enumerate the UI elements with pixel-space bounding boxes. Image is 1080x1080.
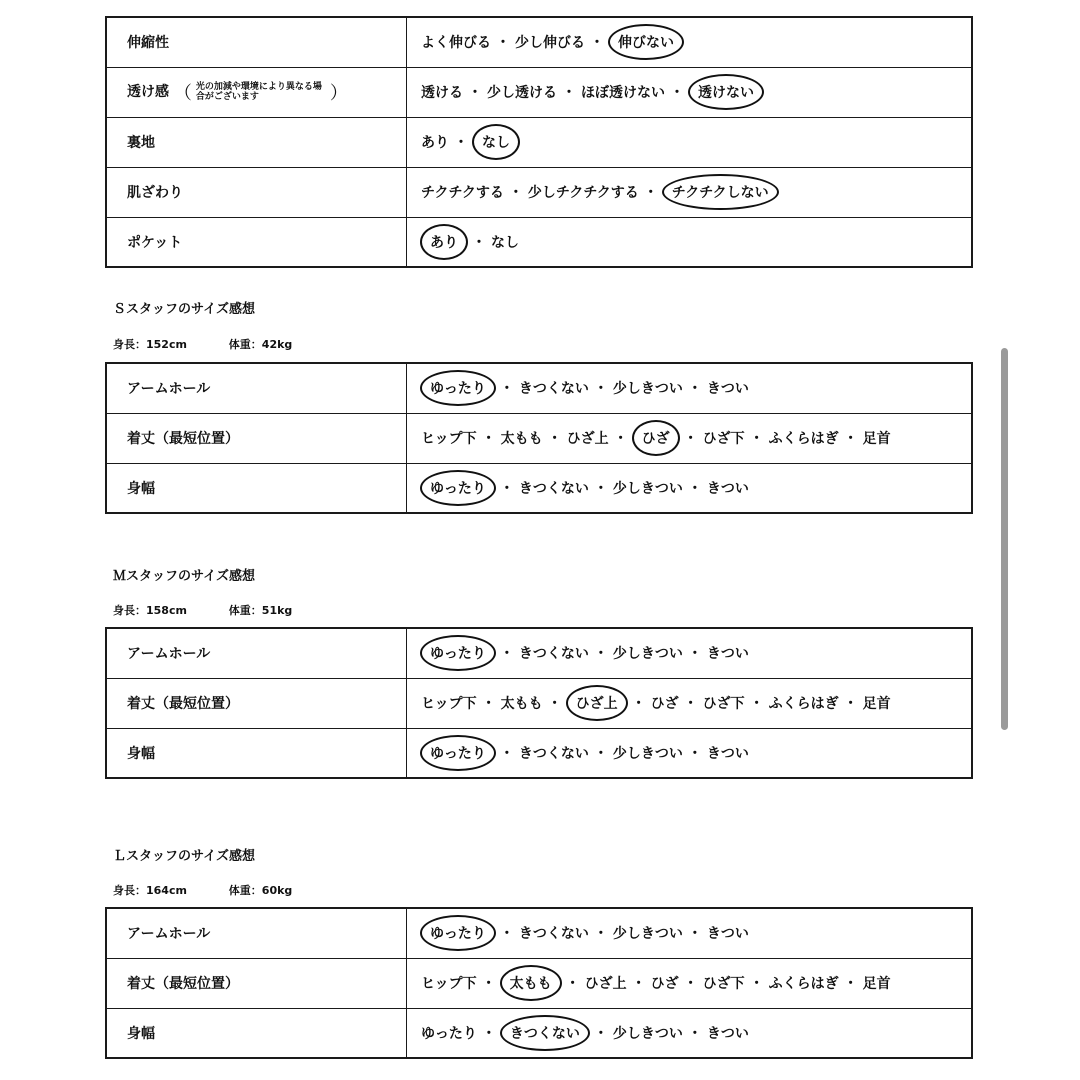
separator: ・	[547, 431, 562, 447]
row-options-cell	[407, 1008, 973, 1058]
row-label-cell	[106, 678, 407, 728]
option-selected: 太もも	[500, 965, 562, 1001]
row-label-cell	[106, 363, 407, 413]
option-selected: なし	[472, 124, 520, 160]
l-staff-heading: Ｌスタッフのサイズ感想	[113, 849, 255, 864]
option: 足首	[862, 431, 891, 447]
table-row	[106, 167, 972, 217]
separator: ・	[593, 745, 608, 762]
row-options-cell	[407, 678, 973, 728]
option-selected: ひざ	[632, 420, 680, 456]
option-selected: きつくない	[500, 1015, 590, 1051]
s-staff-table	[105, 362, 973, 514]
option: きつい	[706, 646, 749, 663]
option: 少しきつい	[612, 646, 683, 663]
m-staff-heading: Ｍスタッフのサイズ感想	[113, 569, 255, 584]
l-staff-table	[105, 907, 973, 1059]
separator: ・	[593, 480, 608, 497]
option: きつい	[706, 480, 749, 497]
option-selected: あり	[420, 224, 468, 260]
table-row	[106, 908, 972, 958]
separator: ・	[468, 85, 482, 101]
separator: ・	[670, 85, 684, 101]
separator: ・	[565, 976, 580, 992]
separator: ・	[613, 431, 628, 447]
option-selected: 伸びない	[608, 24, 684, 60]
separator: ・	[593, 926, 608, 943]
table-row	[106, 413, 972, 463]
option: ふくらはぎ	[768, 431, 839, 447]
row-label: 肌ざわり	[127, 185, 183, 201]
option: ひざ	[650, 976, 679, 992]
separator: ・	[590, 35, 604, 52]
option: 少しきつい	[612, 926, 683, 943]
table-row	[106, 363, 972, 413]
m-staff-stats	[113, 602, 330, 618]
s-staff-weight: 体重：42kg	[228, 338, 293, 351]
option: ひざ上	[566, 431, 609, 447]
separator: ・	[687, 381, 702, 398]
row-label-cell	[106, 167, 407, 217]
row-options-cell	[407, 628, 973, 678]
separator: ・	[631, 976, 646, 992]
separator: ・	[499, 381, 514, 398]
row-label-cell	[106, 413, 407, 463]
row-label: 身幅	[127, 745, 155, 762]
separator: ・	[499, 745, 514, 762]
separator: ・	[683, 976, 698, 992]
row-note: 光の加減や環境により異なる場合がございます	[195, 82, 322, 102]
separator: ・	[454, 135, 468, 151]
separator: ・	[472, 234, 486, 251]
row-options-cell	[407, 728, 973, 778]
m-staff-height: 身長：158cm	[113, 604, 187, 617]
row-options-cell	[407, 363, 973, 413]
row-label-cell	[106, 117, 407, 167]
option: チクチクする	[421, 185, 504, 201]
row-label: ポケット	[127, 234, 183, 251]
option: ヒップ下	[421, 696, 477, 712]
option: ゆったり	[421, 1025, 477, 1042]
option: 太もも	[500, 431, 543, 447]
row-options-cell	[407, 958, 973, 1008]
option-selected: ひざ上	[566, 685, 628, 721]
option: きつい	[706, 1025, 749, 1042]
row-label-cell	[106, 463, 407, 513]
separator: ・	[643, 185, 658, 201]
separator: ・	[481, 696, 496, 712]
separator: ・	[508, 185, 523, 201]
separator: ・	[481, 976, 496, 992]
row-label-cell	[106, 628, 407, 678]
s-staff-table-block	[105, 362, 973, 514]
option: 少しきつい	[612, 480, 683, 497]
separator: ・	[481, 1025, 496, 1042]
separator: ・	[593, 381, 608, 398]
table-row	[106, 17, 972, 67]
l-staff-stats	[113, 882, 330, 898]
option: 少し透ける	[487, 85, 557, 101]
l-staff-table-block	[105, 907, 973, 1059]
l-staff-height: 身長：164cm	[113, 884, 187, 897]
option: きつい	[706, 745, 749, 762]
table-row	[106, 728, 972, 778]
row-options-cell	[407, 463, 973, 513]
row-label: 伸縮性	[127, 35, 169, 52]
row-options-cell	[407, 413, 973, 463]
option: ヒップ下	[421, 976, 477, 992]
option: 少し伸びる	[515, 35, 585, 52]
separator: ・	[499, 926, 514, 943]
separator: ・	[749, 696, 764, 712]
m-staff-table	[105, 627, 973, 779]
row-options-cell	[407, 117, 973, 167]
vertical-scrollbar[interactable]	[1001, 348, 1008, 730]
s-staff-heading: Ｓスタッフのサイズ感想	[113, 302, 255, 317]
m-staff-table-block	[105, 627, 973, 779]
row-label: 着丈（最短位置）	[127, 431, 239, 447]
option: 太もも	[500, 696, 543, 712]
row-label: アームホール	[127, 381, 211, 398]
table-row	[106, 67, 972, 117]
l-staff-weight: 体重：60kg	[228, 884, 293, 897]
option: 少しチクチクする	[527, 185, 639, 201]
option: ひざ下	[702, 976, 745, 992]
separator: ・	[687, 480, 702, 497]
separator: ・	[499, 480, 514, 497]
option: 透ける	[421, 85, 463, 101]
option: きつくない	[518, 646, 589, 663]
option: よく伸びる	[421, 35, 491, 52]
row-label: 透け感	[127, 84, 169, 100]
row-label: 身幅	[127, 1025, 155, 1042]
option: 少しきつい	[612, 381, 683, 398]
table-row	[106, 217, 972, 267]
material-table	[105, 16, 973, 268]
separator: ・	[562, 85, 576, 101]
row-label-cell	[106, 908, 407, 958]
row-options-cell	[407, 167, 973, 217]
row-label: 着丈（最短位置）	[127, 976, 239, 992]
table-row	[106, 117, 972, 167]
row-options-cell	[407, 217, 973, 267]
option-selected: チクチクしない	[662, 174, 779, 210]
separator: ・	[749, 431, 764, 447]
option: ヒップ下	[421, 431, 477, 447]
option-selected: ゆったり	[420, 915, 496, 951]
paren-open: （	[173, 83, 192, 104]
option: ほぼ透けない	[581, 85, 665, 101]
option: ふくらはぎ	[768, 696, 839, 712]
row-label: 着丈（最短位置）	[127, 696, 239, 712]
option: きつくない	[518, 381, 589, 398]
row-label-cell	[106, 728, 407, 778]
separator: ・	[843, 431, 858, 447]
option: きつくない	[518, 926, 589, 943]
option: ひざ	[650, 696, 679, 712]
s-staff-stats	[113, 336, 330, 352]
row-label-cell	[106, 67, 407, 117]
row-options-cell	[407, 908, 973, 958]
option: 少しきつい	[612, 1025, 683, 1042]
option: 足首	[862, 696, 891, 712]
option: きつい	[706, 926, 749, 943]
separator: ・	[687, 646, 702, 663]
separator: ・	[481, 431, 496, 447]
separator: ・	[687, 745, 702, 762]
separator: ・	[547, 696, 562, 712]
material-table-block	[105, 16, 973, 268]
separator: ・	[631, 696, 646, 712]
row-options-cell	[407, 67, 973, 117]
option: ふくらはぎ	[768, 976, 839, 992]
table-row	[106, 628, 972, 678]
option: ひざ上	[584, 976, 627, 992]
row-label: 身幅	[127, 480, 155, 497]
option-selected: ゆったり	[420, 735, 496, 771]
option-selected: 透けない	[688, 74, 764, 110]
option-selected: ゆったり	[420, 370, 496, 406]
separator: ・	[683, 431, 698, 447]
row-label-cell	[106, 17, 407, 67]
option: きつくない	[518, 480, 589, 497]
option-selected: ゆったり	[420, 470, 496, 506]
option: なし	[491, 234, 519, 251]
separator: ・	[687, 926, 702, 943]
separator: ・	[843, 976, 858, 992]
separator: ・	[749, 976, 764, 992]
separator: ・	[496, 35, 510, 52]
option: きつい	[706, 381, 749, 398]
table-row	[106, 463, 972, 513]
row-label: 裏地	[127, 135, 155, 151]
option-selected: ゆったり	[420, 635, 496, 671]
m-staff-weight: 体重：51kg	[228, 604, 293, 617]
separator: ・	[687, 1025, 702, 1042]
separator: ・	[683, 696, 698, 712]
table-row	[106, 678, 972, 728]
separator: ・	[593, 646, 608, 663]
separator: ・	[593, 1025, 608, 1042]
row-label-cell	[106, 958, 407, 1008]
option: 足首	[862, 976, 891, 992]
separator: ・	[843, 696, 858, 712]
table-row	[106, 958, 972, 1008]
row-options-cell	[407, 17, 973, 67]
table-row	[106, 1008, 972, 1058]
option: 少しきつい	[612, 745, 683, 762]
s-staff-height: 身長：152cm	[113, 338, 187, 351]
option: ひざ下	[702, 431, 745, 447]
option: ひざ下	[702, 696, 745, 712]
separator: ・	[499, 646, 514, 663]
row-label: アームホール	[127, 926, 211, 943]
option: あり	[421, 135, 449, 151]
row-label-cell	[106, 217, 407, 267]
row-label-cell	[106, 1008, 407, 1058]
paren-close: ）	[329, 83, 348, 104]
row-label: アームホール	[127, 646, 211, 663]
option: きつくない	[518, 745, 589, 762]
